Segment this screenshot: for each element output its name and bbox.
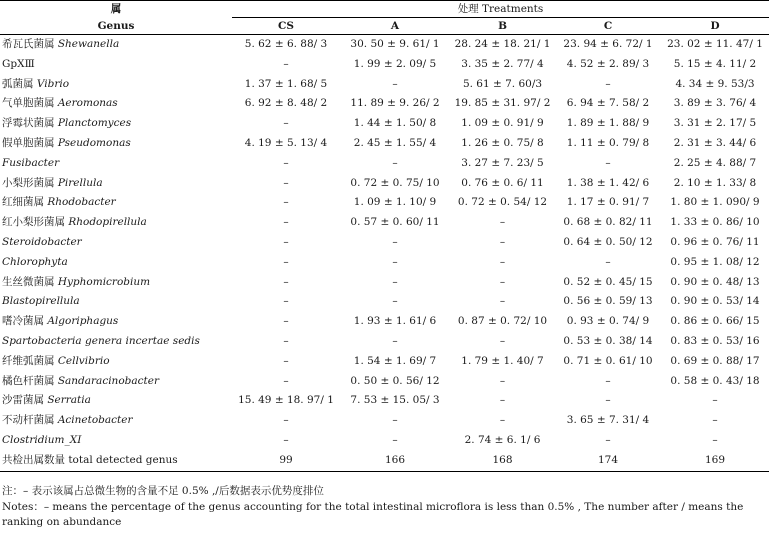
genus-name-cn: 红小梨形菌属: [2, 216, 65, 229]
value-cell: –: [392, 414, 398, 427]
genus-name-cell: [0, 233, 232, 253]
value-cell: 4. 19 ± 5. 13/ 4: [244, 136, 328, 149]
table-row: [0, 55, 769, 75]
value-cell: 0. 53 ± 0. 38/ 14: [563, 334, 653, 347]
value-cell: 2. 10 ± 1. 33/ 8: [673, 176, 757, 189]
value-cell: –: [283, 57, 289, 70]
value-cell: 0. 52 ± 0. 45/ 15: [563, 275, 653, 288]
table-row: [0, 253, 769, 273]
value-cell: –: [392, 295, 398, 308]
genus-name-cell: [0, 114, 232, 134]
value-cell: 2. 25 ± 4. 88/ 7: [673, 156, 757, 169]
value-cell: 2. 74 ± 6. 1/ 6: [464, 433, 541, 446]
total-row: [0, 451, 769, 471]
value-cell: –: [392, 77, 398, 90]
value-cell: –: [499, 275, 506, 288]
genus-name-scientific: Steroidobacter: [2, 235, 82, 248]
value-cell: –: [605, 433, 611, 446]
value-cell: 0. 58 ± 0. 43/ 18: [670, 374, 760, 387]
genus-name-cell: [0, 431, 232, 451]
value-cell: –: [283, 295, 289, 308]
value-cell: 1. 99 ± 2. 09/ 5: [353, 57, 437, 70]
genus-name-scientific: Chlorophyta: [2, 255, 68, 268]
genus-name-cell: [0, 174, 232, 194]
value-cell: 1. 17 ± 0. 91/ 7: [566, 196, 650, 209]
value-cell: –: [283, 176, 289, 189]
value-cell: –: [712, 433, 718, 446]
genus-name-cn: 生丝微菌属: [2, 275, 55, 288]
genus-name-cn: 沙雷菌属: [2, 394, 44, 407]
genus-name-scientific: Planctomyces: [57, 117, 132, 130]
genus-name-cell: [0, 193, 232, 213]
value-cell: 1. 26 ± 0. 75/ 8: [461, 136, 544, 149]
value-cell: 1. 89 ± 1. 88/ 9: [566, 117, 650, 130]
value-cell: 3. 65 ± 7. 31/ 4: [566, 414, 650, 427]
table-row: [0, 273, 769, 293]
genus-name-cn: 红细菌属: [2, 196, 44, 209]
value-cell: –: [283, 433, 289, 446]
genus-name-cell: [0, 213, 232, 233]
value-cell: 0. 50 ± 0. 56/ 12: [350, 374, 440, 387]
column-header-d: D: [661, 18, 769, 35]
value-cell: –: [283, 156, 289, 169]
value-cell: –: [283, 117, 289, 130]
value-cell: 1. 54 ± 1. 69/ 7: [353, 354, 437, 367]
value-cell: 1. 44 ± 1. 50/ 8: [353, 117, 437, 130]
value-cell: –: [605, 77, 611, 90]
value-cell: 0. 93 ± 0. 74/ 9: [566, 315, 650, 328]
value-cell: 6. 94 ± 7. 58/ 2: [566, 97, 650, 110]
total-value-cell: 169: [661, 451, 769, 471]
value-cell: 19. 85 ± 31. 97/ 2: [454, 97, 551, 110]
value-cell: –: [283, 315, 289, 328]
value-cell: 1. 11 ± 0. 79/ 8: [566, 136, 650, 149]
genus-name-cn: 嗜冷菌属: [2, 315, 44, 328]
table-row: [0, 352, 769, 372]
value-cell: –: [605, 374, 611, 387]
value-cell: –: [392, 433, 398, 446]
value-cell: 5. 15 ± 4. 11/ 2: [673, 57, 757, 70]
column-header-cs: CS: [232, 18, 340, 35]
value-cell: –: [605, 394, 611, 407]
value-cell: –: [605, 255, 611, 268]
value-cell: 1. 09 ± 0. 91/ 9: [461, 117, 544, 130]
value-cell: 2. 45 ± 1. 55/ 4: [353, 136, 437, 149]
value-cell: 0. 56 ± 0. 59/ 13: [563, 295, 653, 308]
genus-name-scientific: Sandaracinobacter: [57, 374, 159, 387]
genus-name-cell: [0, 332, 232, 352]
value-cell: 23. 02 ± 11. 47/ 1: [667, 38, 763, 50]
genus-name-cn: 不动杆菌属: [2, 414, 55, 427]
value-cell: 0. 90 ± 0. 53/ 14: [670, 295, 760, 308]
value-cell: –: [499, 216, 506, 229]
genus-name-scientific: Clostridium_XI: [2, 433, 82, 446]
genus-name-cn: 橘色杆菌属: [2, 374, 55, 387]
genus-name-scientific: Rhodopirellula: [68, 216, 147, 229]
genus-name-scientific: Pseudomonas: [57, 136, 131, 149]
value-cell: –: [499, 295, 506, 308]
notes-en: Notes：– means the percentage of the genus accounting for the total intestinal microflora is less than 0.5% , The number after / means the ranking on abundance: [2, 500, 744, 528]
value-cell: –: [283, 216, 289, 229]
table-row: [0, 154, 769, 174]
value-cell: –: [392, 235, 398, 248]
genus-name-cell: [0, 312, 232, 332]
table-row: [0, 114, 769, 134]
table-row: [0, 411, 769, 431]
table-row: [0, 391, 769, 411]
value-cell: 6. 92 ± 8. 48/ 2: [244, 97, 328, 110]
value-cell: –: [499, 374, 506, 387]
total-value-cell: 99: [232, 451, 340, 471]
value-cell: –: [499, 414, 506, 427]
value-cell: 3. 35 ± 2. 77/ 4: [461, 57, 544, 70]
genus-name-scientific: Aeromonas: [57, 97, 118, 110]
genus-name-scientific: Serratia: [47, 394, 91, 407]
value-cell: 1. 33 ± 0. 86/ 10: [670, 216, 760, 229]
total-label: 共检出属数量 total detected genus: [0, 451, 232, 471]
genus-name-cell: [0, 134, 232, 154]
table-row: [0, 35, 769, 55]
treatments-header: 处理 Treatments: [232, 1, 769, 18]
genus-name-cell: [0, 154, 232, 174]
value-cell: 0. 69 ± 0. 88/ 17: [670, 354, 760, 367]
table-row: [0, 233, 769, 253]
value-cell: –: [392, 275, 398, 288]
genus-header-en: Genus: [0, 18, 232, 35]
value-cell: –: [499, 334, 506, 347]
value-cell: 0. 90 ± 0. 48/ 13: [670, 275, 760, 288]
value-cell: 5. 61 ± 7. 60/3: [462, 77, 543, 90]
genus-name-scientific: Hyphomicrobium: [57, 275, 151, 288]
table-row: [0, 174, 769, 194]
value-cell: 3. 31 ± 2. 17/ 5: [673, 117, 757, 130]
value-cell: –: [283, 235, 289, 248]
genus-name-cell: [0, 411, 232, 431]
value-cell: 1. 80 ± 1. 090/ 9: [670, 196, 760, 209]
genus-name-cell: [0, 75, 232, 95]
value-cell: 15. 49 ± 18. 97/ 1: [238, 394, 334, 407]
total-value-cell: 166: [340, 451, 450, 471]
value-cell: 30. 50 ± 9. 61/ 1: [350, 38, 440, 50]
value-cell: 0. 87 ± 0. 72/ 10: [457, 315, 548, 328]
value-cell: 3. 89 ± 3. 76/ 4: [673, 97, 757, 110]
genus-name-cn: 纤维弧菌属: [2, 354, 55, 367]
genus-name-scientific: Spartobacteria genera incertae sedis: [2, 334, 200, 347]
genus-name-cn: 浮霉状菌属: [2, 117, 55, 130]
genus-header-cn: 属: [0, 1, 232, 18]
value-cell: 4. 34 ± 9. 53/3: [675, 77, 755, 90]
genus-name-cn: 小梨形菌属: [2, 176, 55, 189]
value-cell: –: [283, 196, 289, 209]
value-cell: 2. 31 ± 3. 44/ 6: [673, 136, 757, 149]
table-row: [0, 75, 769, 95]
value-cell: 1. 38 ± 1. 42/ 6: [566, 176, 650, 189]
value-cell: 11. 89 ± 9. 26/ 2: [350, 97, 440, 110]
value-cell: –: [283, 334, 289, 347]
table-row: [0, 332, 769, 352]
genus-name-scientific: Shewanella: [57, 38, 120, 50]
genus-name-cell: [0, 55, 232, 75]
genus-name-cell: [0, 372, 232, 392]
genus-name-cell: [0, 273, 232, 293]
value-cell: –: [499, 394, 506, 407]
value-cell: 0. 71 ± 0. 61/ 10: [563, 354, 653, 367]
header-row-1: [0, 1, 769, 18]
table-row: [0, 312, 769, 332]
value-cell: –: [283, 414, 289, 427]
table-row: [0, 193, 769, 213]
value-cell: –: [392, 334, 398, 347]
genus-name-cn: 弧菌属: [2, 77, 34, 90]
value-cell: 0. 76 ± 0. 6/ 11: [461, 176, 544, 189]
genus-name-cell: [0, 292, 232, 312]
genus-name-cell: [0, 253, 232, 273]
notes-cn: 注：– 表示该属占总微生物的含量不足 0.5% ,/后数据表示优势度排位: [2, 485, 324, 497]
genus-name-scientific: Fusibacter: [2, 156, 60, 169]
genus-name-scientific: Rhodobacter: [47, 196, 116, 209]
value-cell: 0. 95 ± 1. 08/ 12: [670, 255, 760, 268]
genus-name-cn: 气单胞菌属: [2, 97, 55, 110]
value-cell: –: [392, 156, 398, 169]
value-cell: 1. 93 ± 1. 61/ 6: [353, 315, 437, 328]
value-cell: –: [712, 394, 718, 407]
genus-name-cn: 假单胞菌属: [2, 136, 55, 149]
value-cell: 1. 09 ± 1. 10/ 9: [353, 196, 437, 209]
value-cell: 0. 64 ± 0. 50/ 12: [563, 235, 653, 248]
table-row: [0, 292, 769, 312]
value-cell: 0. 68 ± 0. 82/ 11: [563, 216, 653, 229]
genus-name-scientific: Cellvibrio: [57, 354, 110, 367]
genus-name-scientific: Pirellula: [57, 176, 103, 189]
genus-name-scientific: Vibrio: [36, 77, 70, 90]
table-notes: [2, 484, 766, 531]
genus-name-cell: [0, 391, 232, 411]
value-cell: 5. 62 ± 6. 88/ 3: [244, 38, 328, 50]
value-cell: 0. 72 ± 0. 54/ 12: [457, 196, 548, 209]
header-row-2: [0, 18, 769, 35]
table-row: [0, 134, 769, 154]
genus-name-cell: [0, 35, 232, 55]
total-value-cell: 168: [450, 451, 555, 471]
genus-name-scientific: Algoriphagus: [47, 315, 119, 328]
genus-name-cell: [0, 352, 232, 372]
column-header-c: C: [555, 18, 661, 35]
genus-name-cn: 希瓦氏菌属: [2, 38, 55, 50]
value-cell: –: [283, 255, 289, 268]
value-cell: 4. 52 ± 2. 89/ 3: [566, 57, 650, 70]
value-cell: 0. 72 ± 0. 75/ 10: [350, 176, 440, 189]
value-cell: –: [283, 275, 289, 288]
value-cell: 3. 27 ± 7. 23/ 5: [461, 156, 544, 169]
table-row: [0, 213, 769, 233]
value-cell: –: [499, 255, 506, 268]
genus-name-cn: GpXⅢ: [2, 57, 35, 70]
value-cell: –: [712, 414, 718, 427]
value-cell: 7. 53 ± 15. 05/ 3: [350, 394, 440, 407]
table-row: [0, 372, 769, 392]
value-cell: 28. 24 ± 18. 21/ 1: [454, 38, 551, 50]
genus-name-cell: [0, 94, 232, 114]
value-cell: –: [283, 354, 289, 367]
column-header-b: B: [450, 18, 555, 35]
value-cell: 23. 94 ± 6. 72/ 1: [563, 38, 653, 50]
value-cell: –: [499, 235, 506, 248]
value-cell: –: [605, 156, 611, 169]
genus-name-scientific: Blastopirellula: [2, 295, 80, 308]
value-cell: 1. 79 ± 1. 40/ 7: [461, 354, 544, 367]
value-cell: –: [392, 255, 398, 268]
value-cell: 0. 86 ± 0. 66/ 15: [670, 315, 760, 328]
value-cell: 1. 37 ± 1. 68/ 5: [244, 77, 328, 90]
value-cell: –: [283, 374, 289, 387]
genus-name-scientific: Acinetobacter: [57, 414, 133, 427]
table-row: [0, 94, 769, 114]
value-cell: 0. 83 ± 0. 53/ 16: [670, 334, 760, 347]
total-value-cell: 174: [555, 451, 661, 471]
table-row: [0, 431, 769, 451]
column-header-a: A: [340, 18, 450, 35]
value-cell: 0. 57 ± 0. 60/ 11: [350, 216, 440, 229]
value-cell: 0. 96 ± 0. 76/ 11: [670, 235, 760, 248]
